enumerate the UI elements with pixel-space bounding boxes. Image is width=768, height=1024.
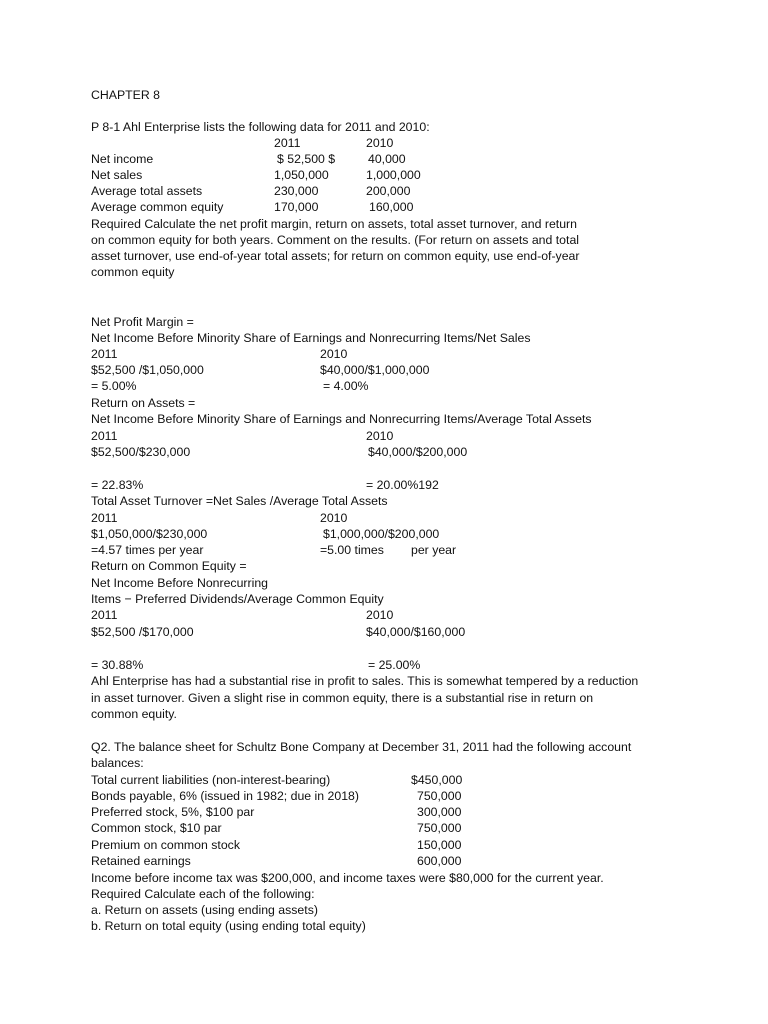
q2-row-label: Premium on common stock: [91, 838, 240, 852]
roa-result-2011: = 22.83%: [91, 478, 144, 492]
p81-row-label: Average common equity: [91, 200, 224, 214]
roe-calc-2010: $40,000/$160,000: [366, 625, 466, 639]
comment-line: in asset turnover. Given a slight rise in common equity, there is a substantial rise in return on: [91, 691, 594, 705]
roa-calc-2010: $40,000/$200,000: [368, 445, 468, 459]
npm-year-2010: 2010: [320, 347, 348, 361]
q2-intro-line: balances:: [91, 756, 144, 770]
roe-calc-2011: $52,500 /$170,000: [91, 625, 194, 639]
tat-year-2010: 2010: [320, 511, 348, 525]
npm-result-2011: = 5.00%: [91, 379, 137, 393]
q2-row-label: Total current liabilities (non-interest-bearing): [91, 773, 331, 787]
q2-intro-line: Q2. The balance sheet for Schultz Bone Company at December 31, 2011 had the following account: [91, 740, 632, 754]
q2-row-value: 600,000: [417, 854, 462, 868]
roa-title: Return on Assets =: [91, 396, 196, 410]
npm-formula: Net Income Before Minority Share of Earnings and Nonrecurring Items/Net Sales: [91, 331, 531, 345]
p81-row-label: Net sales: [91, 168, 143, 182]
tat-calc-2010: $1,000,000/$200,000: [323, 527, 440, 541]
q2-row-value: $450,000: [411, 773, 463, 787]
npm-title: Net Profit Margin =: [91, 315, 194, 329]
tat-result-2011: =4.57 times per year: [91, 543, 204, 557]
tat-calc-2011: $1,050,000/$230,000: [91, 527, 208, 541]
p81-row-2010: 40,000: [368, 152, 406, 166]
p81-row-2011: 230,000: [274, 184, 319, 198]
q2-row-label: Retained earnings: [91, 854, 191, 868]
p81-required-line: on common equity for both years. Comment on the results. (For return on assets and total: [91, 233, 580, 247]
q2-after-line: b. Return on total equity (using ending total equity): [91, 919, 366, 933]
p81-required-line: common equity: [91, 265, 175, 279]
p81-row-2011: $ 52,500 $: [277, 152, 336, 166]
tat-title: Total Asset Turnover =Net Sales /Average Total Assets: [91, 494, 388, 508]
q2-row-label: Preferred stock, 5%, $100 par: [91, 805, 255, 819]
npm-calc-2010: $40,000/$1,000,000: [320, 363, 430, 377]
roe-result-2011: = 30.88%: [91, 658, 144, 672]
roe-year-2011: 2011: [91, 608, 118, 622]
roa-year-2010: 2010: [366, 429, 394, 443]
q2-row-value: 750,000: [417, 789, 462, 803]
q2-row-value: 300,000: [417, 805, 462, 819]
p81-row-2010: 160,000: [369, 200, 414, 214]
tat-result-2010: =5.00 times: [320, 543, 384, 557]
roa-year-2011: 2011: [91, 429, 118, 443]
p81-required-line: asset turnover, use end-of-year total assets; for return on common equity, use end-of-year: [91, 249, 580, 263]
q2-after-line: Income before income tax was $200,000, and income taxes were $80,000 for the current year.: [91, 871, 604, 885]
roe-result-2010: = 25.00%: [368, 658, 421, 672]
p81-year-2011: 2011: [274, 136, 301, 150]
tat-result-2010-suffix: per year: [411, 543, 457, 557]
p81-row-2010: 1,000,000: [366, 168, 421, 182]
roe-year-2010: 2010: [366, 608, 394, 622]
p81-row-2010: 200,000: [366, 184, 411, 198]
q2-row-value: 750,000: [417, 821, 462, 835]
roe-formula-line1: Net Income Before Nonrecurring: [91, 576, 269, 590]
p81-row-label: Average total assets: [91, 184, 203, 198]
roa-result-2010: = 20.00%192: [366, 478, 439, 492]
roa-formula: Net Income Before Minority Share of Earnings and Nonrecurring Items/Average Total Assets: [91, 412, 592, 426]
chapter-heading: CHAPTER 8: [91, 88, 161, 102]
roe-title: Return on Common Equity =: [91, 559, 247, 573]
q2-after-line: Required Calculate each of the following:: [91, 887, 315, 901]
p81-row-2011: 170,000: [274, 200, 319, 214]
q2-row-value: 150,000: [417, 838, 462, 852]
npm-result-2010: = 4.00%: [323, 379, 369, 393]
roe-formula-line2: Items − Preferred Dividends/Average Common Equity: [91, 592, 384, 606]
npm-year-2011: 2011: [91, 347, 118, 361]
comment-line: common equity.: [91, 707, 177, 721]
q2-after-line: a. Return on assets (using ending assets): [91, 903, 318, 917]
p81-required-line: Required Calculate the net profit margin, return on assets, total asset turnover, and return: [91, 217, 577, 231]
tat-year-2011: 2011: [91, 511, 118, 525]
comment-line: Ahl Enterprise has had a substantial rise in profit to sales. This is somewhat tempered by a reduction: [91, 674, 639, 688]
p81-row-label: Net income: [91, 152, 154, 166]
npm-calc-2011: $52,500 /$1,050,000: [91, 363, 204, 377]
p81-intro: P 8-1 Ahl Enterprise lists the following data for 2011 and 2010:: [91, 120, 430, 134]
p81-row-2011: 1,050,000: [274, 168, 329, 182]
roa-calc-2011: $52,500/$230,000: [91, 445, 191, 459]
p81-year-2010: 2010: [366, 136, 394, 150]
q2-row-label: Common stock, $10 par: [91, 821, 222, 835]
q2-row-label: Bonds payable, 6% (issued in 1982; due in 2018): [91, 789, 359, 803]
